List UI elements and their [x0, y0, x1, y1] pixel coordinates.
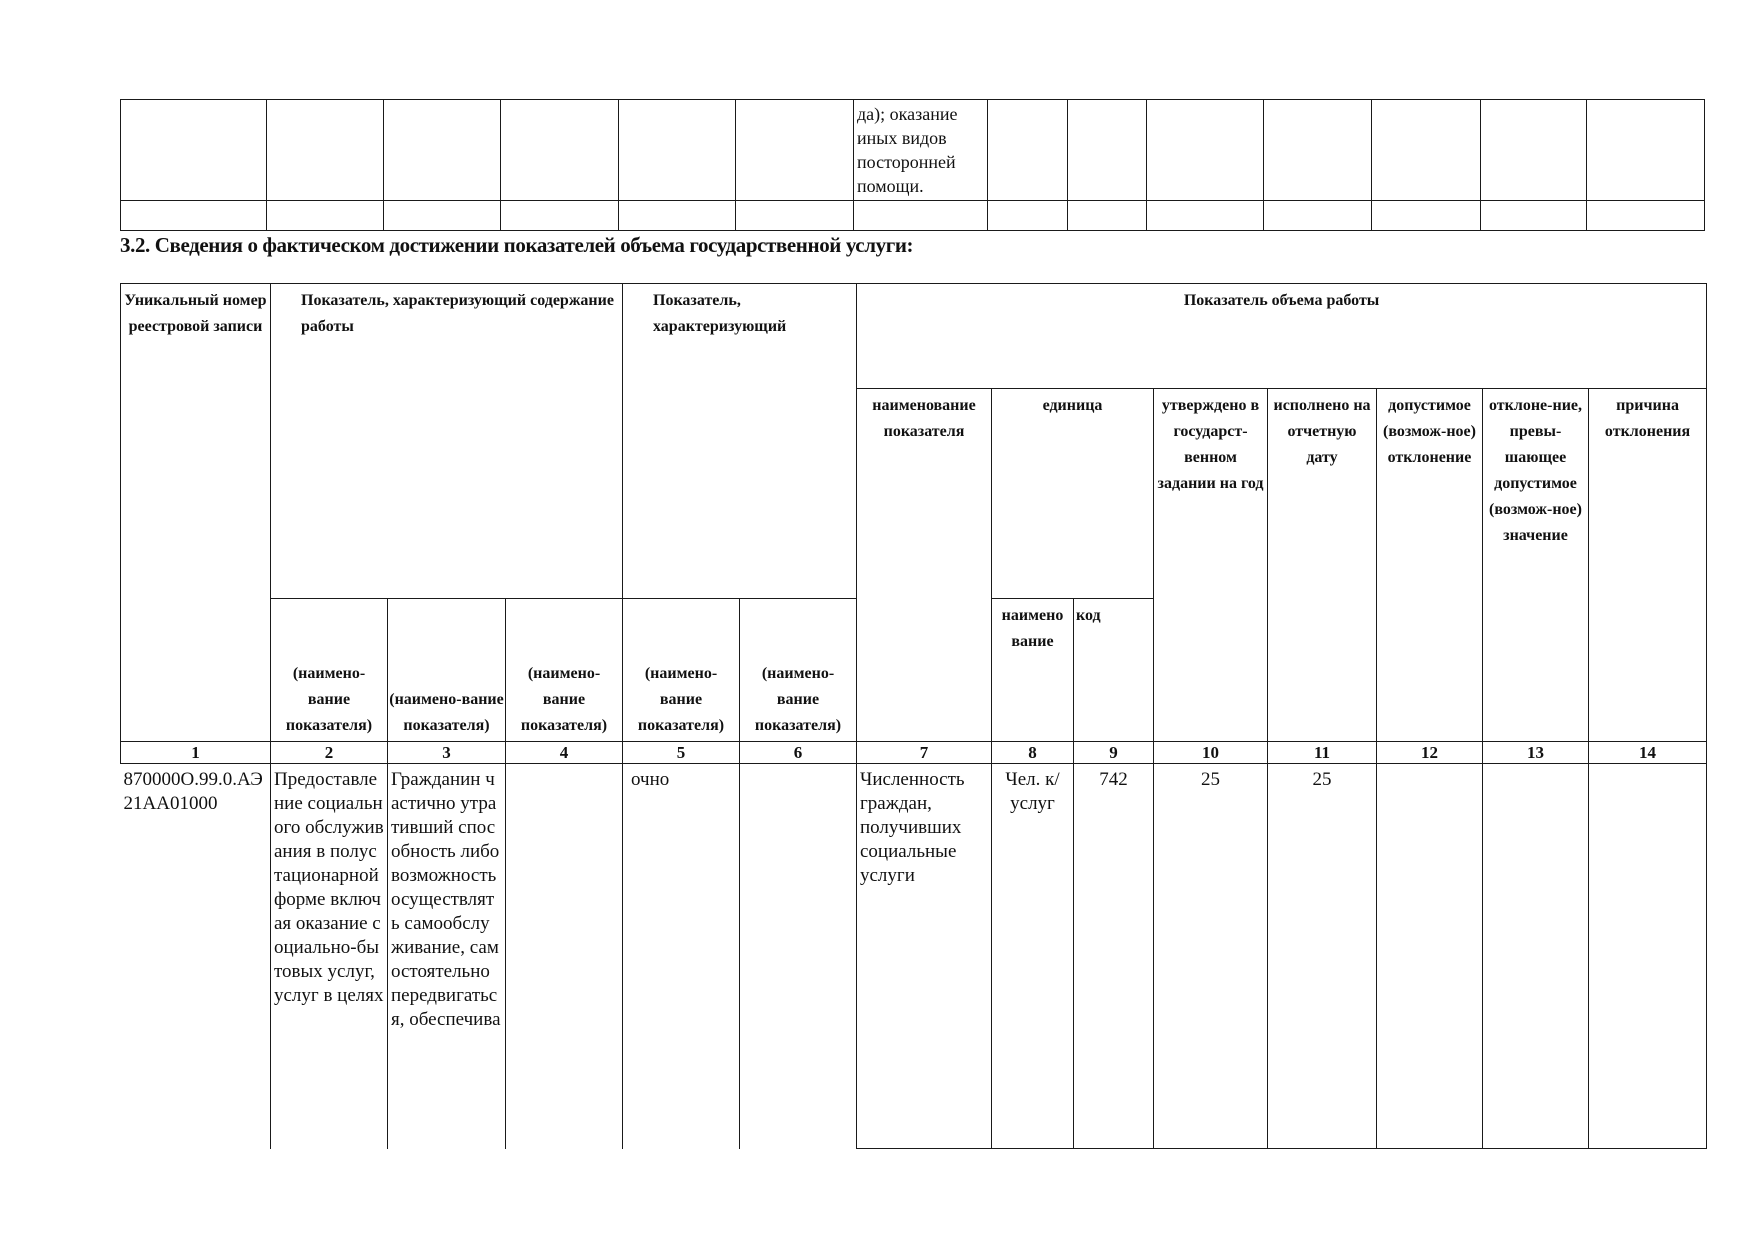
header-condition-group: Показатель, характеризующий — [623, 284, 857, 599]
header-content-group: Показатель, характеризующий содержание работы — [271, 284, 623, 599]
header-exceeding-deviation: отклоне-ние, превы-шающее допустимое (возмож-ное) значение — [1483, 389, 1589, 742]
indicator-name-value: Численность граждан, получивших социальные услуги — [857, 764, 992, 1149]
exceeding-deviation-value — [1483, 764, 1589, 1149]
column-number: 10 — [1154, 742, 1268, 764]
registry-number-value: 870000О.99.0.АЭ21АА01000 — [121, 764, 271, 1149]
content-indicator-1-value: Предоставление социального обслуживания в полустационарной форме включая оказание социально-бытовых услуг, услуг в целях — [271, 764, 388, 1149]
approved-value: 25 — [1154, 764, 1268, 1149]
subheader-blank-cell — [740, 599, 857, 657]
cont-cell — [1587, 100, 1705, 201]
column-number: 2 — [271, 742, 388, 764]
executed-value: 25 — [1268, 764, 1377, 1149]
column-number: 1 — [121, 742, 271, 764]
header-unit: единица — [992, 389, 1154, 599]
header-unit-code: код — [1074, 599, 1154, 742]
header-volume-group: Показатель объема работы — [857, 284, 1707, 389]
cont-cell — [988, 201, 1068, 231]
column-number: 7 — [857, 742, 992, 764]
cont-text-cell: да); оказание иных видов посторонней помощи. — [854, 100, 988, 201]
cont-cell — [1068, 100, 1147, 201]
column-number: 6 — [740, 742, 857, 764]
cont-cell — [1372, 100, 1481, 201]
cont-cell — [736, 100, 854, 201]
section-heading: 3.2. Сведения о фактическом достижении показателей объема государственной услуги: — [120, 233, 914, 257]
cont-cell — [1264, 201, 1372, 231]
header-deviation-reason: причина отклонения — [1589, 389, 1707, 742]
column-number: 3 — [388, 742, 506, 764]
column-number: 8 — [992, 742, 1074, 764]
cont-cell — [1147, 100, 1264, 201]
unit-code-value: 742 — [1074, 764, 1154, 1149]
cont-cell — [1587, 201, 1705, 231]
cont-cell — [1481, 201, 1587, 231]
column-number: 14 — [1589, 742, 1707, 764]
column-number: 12 — [1377, 742, 1483, 764]
column-number: 4 — [506, 742, 623, 764]
unit-name-value: Чел. к/услуг — [992, 764, 1074, 1149]
subheader-indicator-label: (наимено-вание показателя) — [623, 657, 740, 742]
column-number: 11 — [1268, 742, 1377, 764]
cont-cell — [736, 201, 854, 231]
content-indicator-3-value — [506, 764, 623, 1149]
cont-cell — [988, 100, 1068, 201]
cont-cell — [1264, 100, 1372, 201]
header-executed: исполнено на отчетную дату — [1268, 389, 1377, 742]
subheader-blank-cell — [271, 599, 388, 657]
cont-cell — [267, 100, 384, 201]
cont-cell — [501, 201, 619, 231]
cont-cell — [1068, 201, 1147, 231]
cont-cell — [384, 201, 501, 231]
subheader-indicator-label: (наимено-вание показателя) — [388, 657, 506, 742]
subheader-indicator-label: (наимено-вание показателя) — [740, 657, 857, 742]
cont-cell — [854, 201, 988, 231]
header-indicator-name: наименование показателя — [857, 389, 992, 742]
condition-indicator-1-value: очно — [623, 764, 740, 1149]
subheader-indicator-label: (наимено-вание показателя) — [271, 657, 388, 742]
deviation-reason-value — [1589, 764, 1707, 1149]
allowed-deviation-value — [1377, 764, 1483, 1149]
header-registry-number: Уникальный номер реестровой записи — [121, 284, 271, 742]
header-approved: утверждено в государст-венном задании на год — [1154, 389, 1268, 742]
content-indicator-2-value: Гражданин частично утративший способность либо возможность осуществлять самообслуживание, самостоятельно передвигаться, обеспечива — [388, 764, 506, 1149]
subheader-blank-cell — [506, 599, 623, 657]
column-number: 9 — [1074, 742, 1154, 764]
cont-cell — [501, 100, 619, 201]
cont-cell — [121, 100, 267, 201]
cont-cell — [619, 201, 736, 231]
column-number: 5 — [623, 742, 740, 764]
subheader-blank-cell — [623, 599, 740, 657]
continuation-table — [120, 99, 1705, 231]
cont-cell — [267, 201, 384, 231]
header-allowed-deviation: допустимое (возмож-ное) отклонение — [1377, 389, 1483, 742]
column-number: 13 — [1483, 742, 1589, 764]
cont-cell — [1147, 201, 1264, 231]
volume-table — [120, 283, 1707, 1149]
subheader-blank-cell — [388, 599, 506, 657]
header-unit-name: наимено вание — [992, 599, 1074, 742]
cont-cell — [121, 201, 267, 231]
cont-cell — [384, 100, 501, 201]
subheader-indicator-label: (наимено-вание показателя) — [506, 657, 623, 742]
cont-cell — [1481, 100, 1587, 201]
condition-indicator-2-value — [740, 764, 857, 1149]
cont-cell — [1372, 201, 1481, 231]
cont-cell — [619, 100, 736, 201]
